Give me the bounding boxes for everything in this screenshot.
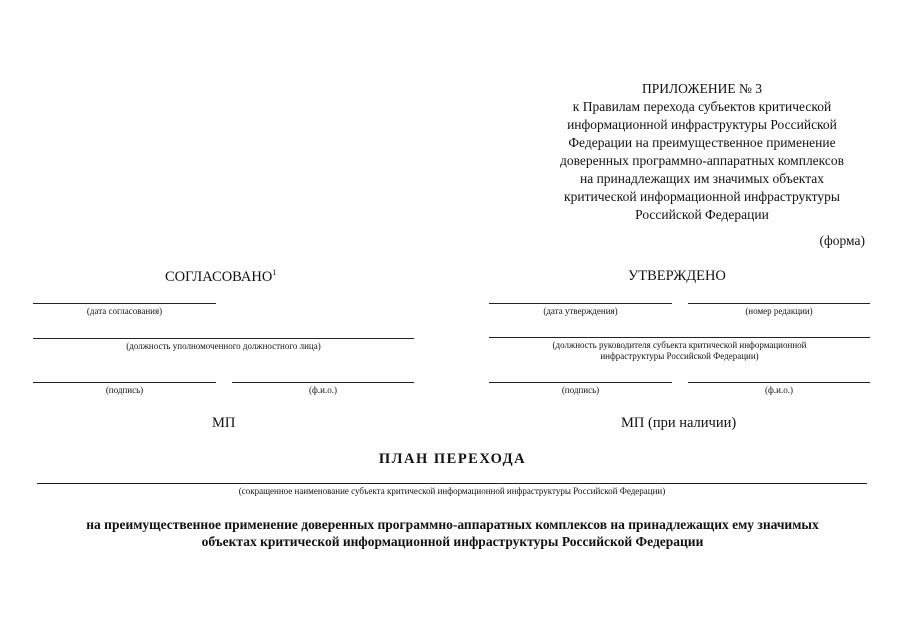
agreed-heading — [165, 268, 276, 286]
plan-title: ПЛАН ПЕРЕХОДА — [378, 451, 527, 467]
appendix-line: критической информационной инфраструктуры — [564, 189, 840, 204]
approved-date-caption: (дата утверждения) — [543, 306, 618, 316]
appendix-line: информационной инфраструктуры Российской — [567, 117, 837, 132]
agreed-signature-caption: (подпись) — [105, 385, 144, 395]
agreed-name-caption: (ф.и.о.) — [309, 385, 337, 395]
approved-heading: УТВЕРЖДЕНО — [628, 268, 726, 284]
approved-position-line — [489, 337, 870, 338]
appendix-line: доверенных программно-аппаратных комплексов — [559, 153, 845, 168]
approved-position-caption-2: инфраструктуры Российской Федерации) — [600, 351, 759, 361]
appendix-line: ПРИЛОЖЕНИЕ № 3 — [641, 81, 763, 96]
appendix-line: Федерации на преимущественное применение — [568, 135, 836, 150]
subject-name-caption: (сокращенное наименование субъекта критической информационной инфраструктуры Российской Федерации) — [238, 486, 666, 496]
appendix-line: на принадлежащих им значимых объектах — [579, 171, 824, 186]
agreed-name-line — [232, 382, 414, 383]
approved-stamp: МП (при наличии) — [621, 415, 737, 431]
plan-purpose-line-2: объектах критической информационной инфраструктуры Российской Федерации — [201, 534, 704, 549]
approved-date-line — [489, 303, 672, 304]
plan-purpose — [20, 516, 885, 550]
approved-edition-line — [688, 303, 870, 304]
approved-name-caption: (ф.и.о.) — [765, 385, 793, 395]
approved-edition-caption: (номер редакции) — [745, 306, 813, 316]
approved-signature-line — [489, 382, 672, 383]
appendix-line: к Правилам перехода субъектов критической — [572, 99, 832, 114]
footnote-marker: 1 — [272, 268, 277, 277]
agreed-stamp: МП — [212, 415, 236, 431]
plan-purpose-line-1: на преимущественное применение доверенных программно-аппаратных комплексов на принадлежащих ему значимых — [86, 517, 819, 532]
form-label: (форма) — [819, 233, 865, 248]
agreed-signature-line — [33, 382, 216, 383]
approved-position-caption-1: (должность руководителя субъекта критической информационной — [552, 340, 807, 350]
agreed-date-caption: (дата согласования) — [86, 306, 163, 316]
agreed-position-caption: (должность уполномоченного должностного лица) — [126, 341, 321, 351]
agreed-heading-text: СОГЛАСОВАНО — [165, 268, 273, 285]
appendix-line: Российской Федерации — [635, 207, 769, 222]
subject-name-line — [37, 483, 867, 484]
appendix-header — [512, 80, 892, 224]
agreed-position-line — [33, 338, 414, 339]
approved-name-line — [688, 382, 870, 383]
approved-signature-caption: (подпись) — [561, 385, 600, 395]
agreed-date-line — [33, 303, 216, 304]
